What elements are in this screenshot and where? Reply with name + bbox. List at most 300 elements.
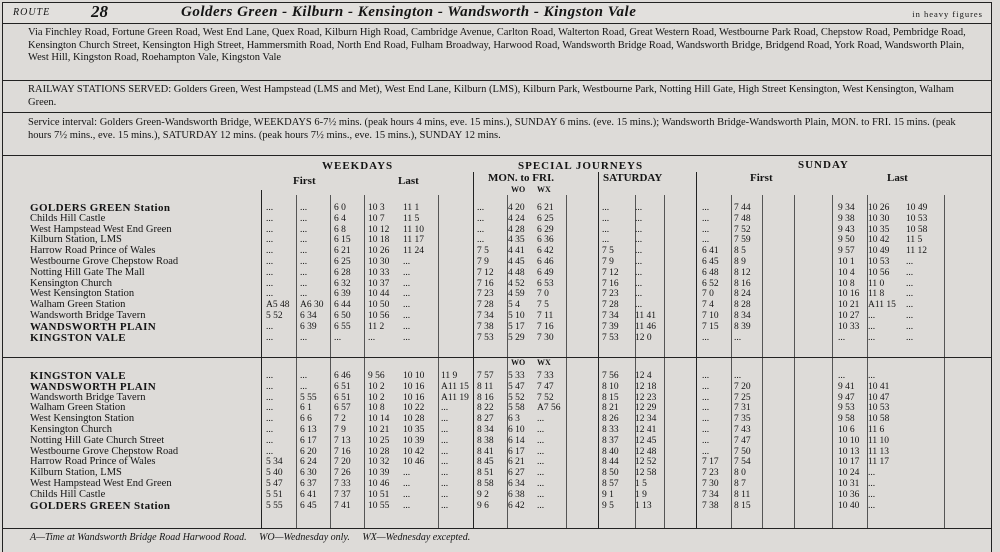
service-interval: Service interval: Golders Green-Wandsworth Bridge, WEEKDAYS 6-7½ mins. (peak hours 4 mins, eve. 15 mins.), SUNDAY 6 mins. (eve. 15 mins.); Wandsworth Bridge-Wandsworth Plain, MON. to FRI. 15 mins. (peak hours 7½ mins., eve. 15 mins.), SATURDAY 12 mins. (peak hours 7½ mins., eve. 15 mins.), SUNDAY 12 mins. (28, 117, 956, 141)
time-cell: 6 30 (300, 468, 317, 479)
stop-name: KINGSTON VALE (30, 331, 126, 344)
time-cell: 8 41 (477, 446, 494, 457)
time-cell: ... (734, 371, 742, 381)
time-cell: 5 58 (508, 403, 525, 414)
time-cell: ... (266, 424, 274, 435)
time-column (537, 371, 561, 511)
time-cell: 10 49 (868, 246, 890, 257)
divider (2, 155, 992, 156)
time-cell: 5 29 (508, 332, 525, 343)
time-cell: ... (635, 267, 643, 278)
time-cell: 8 11 (477, 381, 494, 392)
time-cell: 7 52 (734, 224, 751, 235)
route-label: ROUTE (13, 7, 51, 18)
weekdays-heading: WEEKDAYS (322, 160, 394, 172)
time-cell: ... (537, 457, 545, 468)
stop-name: Childs Hill Castle (30, 212, 106, 224)
time-cell: ... (403, 267, 411, 278)
time-cell: ... (403, 468, 411, 479)
footnotes (30, 532, 470, 543)
time-cell: 7 57 (477, 371, 494, 381)
time-cell: 5 52 (266, 310, 283, 321)
time-cell: 7 39 (602, 321, 619, 332)
time-cell: 10 39 (368, 468, 390, 479)
time-cell: ... (441, 478, 449, 489)
time-cell: ... (906, 332, 914, 343)
column-rule (664, 195, 665, 528)
time-cell: 11 12 (906, 246, 928, 257)
time-cell: 6 49 (537, 267, 554, 278)
time-cell: ... (537, 500, 545, 511)
time-column (838, 203, 859, 343)
time-cell: 10 21 (838, 300, 860, 311)
column-rule (438, 195, 439, 528)
time-cell: 10 8 (838, 278, 855, 289)
time-cell: ... (602, 235, 610, 246)
time-cell: A5 48 (266, 300, 290, 311)
stop-name: Notting Hill Gate The Mall (30, 266, 145, 278)
time-cell: 6 39 (300, 321, 317, 332)
time-cell: 7 53 (602, 332, 619, 343)
time-cell: ... (300, 371, 308, 381)
time-cell: 6 25 (334, 256, 351, 267)
time-cell: 10 28 (403, 414, 425, 425)
time-cell: 8 45 (477, 457, 494, 468)
time-cell: 10 7 (368, 213, 385, 224)
time-cell: ... (906, 310, 914, 321)
time-cell: 10 40 (838, 500, 860, 511)
time-cell: 7 10 (702, 310, 719, 321)
time-cell: 8 16 (734, 278, 751, 289)
time-cell: 9 47 (838, 392, 855, 403)
time-cell: ... (403, 500, 411, 511)
time-cell: 10 22 (403, 403, 425, 414)
time-cell: ... (702, 435, 710, 446)
time-cell: 8 28 (734, 300, 751, 311)
time-cell: 10 17 (838, 457, 860, 468)
time-cell: 7 26 (334, 468, 351, 479)
time-cell: 7 2 (334, 414, 346, 425)
time-cell: 7 33 (334, 478, 351, 489)
time-cell: ... (266, 278, 274, 289)
time-cell: ... (266, 267, 274, 278)
time-cell: 10 53 (868, 256, 890, 267)
time-cell: 8 34 (734, 310, 751, 321)
time-cell: 10 56 (868, 267, 890, 278)
time-cell: 8 7 (734, 478, 746, 489)
stop-name: Walham Green Station (30, 299, 126, 311)
time-cell: ... (334, 332, 342, 343)
time-cell: ... (266, 321, 274, 332)
time-cell: ... (368, 332, 376, 343)
time-cell: 6 6 (300, 414, 312, 425)
time-cell: 1 13 (635, 500, 652, 511)
wo-heading: WO (511, 358, 526, 367)
time-cell: 6 17 (300, 435, 317, 446)
stop-name: Kilburn Station, LMS (30, 234, 122, 246)
time-column (300, 371, 317, 511)
time-cell: ... (300, 278, 308, 289)
time-column (477, 371, 494, 511)
time-cell: ... (477, 224, 485, 235)
time-cell: 7 28 (477, 300, 494, 311)
time-cell: 7 37 (334, 489, 351, 500)
time-cell: 6 17 (508, 446, 525, 457)
time-cell: 8 16 (477, 392, 494, 403)
time-cell: 10 42 (403, 446, 425, 457)
time-cell: 6 4 (334, 213, 346, 224)
time-column (602, 203, 619, 343)
time-cell: 10 1 (838, 256, 855, 267)
time-cell: ... (537, 468, 545, 479)
time-cell: ... (403, 289, 411, 300)
stop-name: Westbourne Grove Chepstow Road (30, 256, 179, 267)
time-cell: 7 20 (734, 381, 751, 392)
time-cell: 10 18 (368, 235, 390, 246)
column-rule (261, 190, 262, 528)
time-column (477, 203, 494, 343)
time-cell: 7 41 (334, 500, 351, 511)
time-cell: 10 41 (868, 381, 890, 392)
time-cell: 6 41 (702, 246, 719, 257)
time-cell: 7 30 (537, 332, 554, 343)
time-cell: ... (635, 235, 643, 246)
time-cell: 9 34 (838, 203, 855, 213)
time-cell: 10 50 (368, 300, 390, 311)
time-cell: ... (441, 468, 449, 479)
time-column (266, 203, 290, 343)
time-column (602, 371, 619, 511)
time-cell: ... (702, 332, 710, 343)
time-cell: 7 5 (537, 300, 549, 311)
time-cell: 10 16 (403, 392, 425, 403)
sunday-first-heading: First (750, 172, 773, 184)
time-cell: 6 24 (300, 457, 317, 468)
time-cell: 10 58 (906, 224, 928, 235)
time-cell: ... (537, 435, 545, 446)
time-cell: ... (266, 371, 274, 381)
time-cell: 4 41 (508, 246, 525, 257)
time-cell: 7 20 (334, 457, 351, 468)
time-column (635, 371, 656, 511)
time-cell: ... (635, 246, 643, 257)
time-cell: 12 41 (635, 424, 657, 435)
time-cell: 4 45 (508, 256, 525, 267)
time-cell: ... (477, 203, 485, 213)
time-cell: 7 23 (477, 289, 494, 300)
time-cell: 11 17 (868, 457, 890, 468)
time-cell: ... (441, 414, 449, 425)
time-cell: 10 28 (368, 446, 390, 457)
time-cell: ... (300, 381, 308, 392)
time-cell: 10 13 (838, 446, 860, 457)
time-cell: ... (702, 213, 710, 224)
time-cell: 10 25 (368, 435, 390, 446)
time-cell: 9 6 (477, 500, 489, 511)
stop-name: West Kensington Station (30, 288, 135, 300)
time-cell: ... (300, 235, 308, 246)
time-cell: 8 39 (734, 321, 751, 332)
time-cell: 12 29 (635, 403, 657, 414)
time-cell: 7 33 (537, 371, 554, 381)
time-cell: ... (702, 403, 710, 414)
time-cell: 8 51 (477, 468, 494, 479)
time-cell: 6 39 (334, 289, 351, 300)
time-cell: 10 35 (868, 224, 890, 235)
time-column (300, 203, 324, 343)
time-cell: 9 5 (602, 500, 614, 511)
time-cell: ... (868, 489, 876, 500)
stop-name: Childs Hill Castle (30, 488, 106, 500)
time-cell: 10 37 (368, 278, 390, 289)
time-cell: 12 34 (635, 414, 657, 425)
time-cell: 11 10 (403, 224, 425, 235)
time-cell: 6 51 (334, 392, 351, 403)
footnote-wo: WO—Wednesday only. (259, 532, 350, 543)
time-cell: 7 53 (477, 332, 494, 343)
time-cell: 6 10 (508, 424, 525, 435)
time-cell: 10 42 (868, 235, 890, 246)
time-cell: ... (702, 371, 710, 381)
time-cell: 11 24 (403, 246, 425, 257)
time-cell: ... (906, 256, 914, 267)
column-rule (762, 195, 763, 528)
time-cell: 11 1 (403, 203, 420, 213)
time-cell: 7 11 (537, 310, 554, 321)
time-cell: 9 57 (838, 246, 855, 257)
time-cell: 10 21 (368, 424, 390, 435)
time-column (403, 371, 424, 511)
time-cell: 8 5 (734, 246, 746, 257)
time-cell: ... (441, 446, 449, 457)
time-cell: ... (635, 289, 643, 300)
time-cell: ... (441, 424, 449, 435)
time-cell: 8 58 (477, 478, 494, 489)
time-column (537, 203, 554, 343)
time-cell: 10 35 (403, 424, 425, 435)
column-rule (566, 195, 567, 528)
sunday-heading: SUNDAY (798, 159, 849, 171)
time-cell: 10 36 (838, 489, 860, 500)
time-cell: 7 34 (477, 310, 494, 321)
time-cell: 10 39 (403, 435, 425, 446)
stop-name: Notting Hill Gate Church Street (30, 434, 165, 446)
time-cell: 6 32 (334, 278, 351, 289)
time-cell: 7 16 (334, 446, 351, 457)
time-cell: ... (537, 414, 545, 425)
time-cell: 5 33 (508, 371, 525, 381)
time-cell: A6 30 (300, 300, 324, 311)
time-cell: 8 15 (734, 500, 751, 511)
time-cell: 10 2 (368, 392, 385, 403)
time-cell: 4 35 (508, 235, 525, 246)
footnote-a: A—Time at Wandsworth Bridge Road Harwood Road. (30, 532, 247, 543)
time-cell: ... (266, 414, 274, 425)
time-cell: 7 56 (602, 371, 619, 381)
time-cell: ... (906, 300, 914, 311)
time-cell: ... (403, 256, 411, 267)
time-cell: ... (868, 332, 876, 343)
time-cell: ... (441, 489, 449, 500)
time-cell: 8 10 (602, 381, 619, 392)
time-column (508, 203, 525, 343)
time-cell: A11 15 (441, 381, 469, 392)
time-cell: ... (537, 446, 545, 457)
time-cell: ... (906, 267, 914, 278)
time-cell: ... (868, 468, 876, 479)
time-cell: 4 48 (508, 267, 525, 278)
time-cell: 10 6 (838, 424, 855, 435)
time-column (403, 203, 424, 343)
time-cell: ... (537, 478, 545, 489)
time-cell: 6 38 (508, 489, 525, 500)
time-cell: 6 41 (300, 489, 317, 500)
time-cell: 6 53 (537, 278, 554, 289)
time-cell: 10 51 (368, 489, 390, 500)
time-cell: ... (403, 321, 411, 332)
time-cell: 10 10 (403, 371, 425, 381)
time-cell: 6 50 (334, 310, 351, 321)
time-cell: ... (838, 332, 846, 343)
stop-name: West Hampstead West End Green (30, 478, 172, 489)
time-cell: 7 23 (602, 289, 619, 300)
time-cell: 6 42 (537, 246, 554, 257)
time-cell: ... (537, 489, 545, 500)
stop-name: Kensington Church (30, 424, 112, 435)
time-cell: 4 52 (508, 278, 525, 289)
time-cell: 8 9 (734, 256, 746, 267)
time-cell: 10 30 (368, 256, 390, 267)
time-cell: 6 29 (537, 224, 554, 235)
time-cell: 7 9 (477, 256, 489, 267)
time-column (441, 371, 469, 511)
time-cell: ... (266, 203, 274, 213)
time-cell: 10 31 (838, 478, 860, 489)
time-cell: ... (300, 267, 308, 278)
time-cell: 6 46 (334, 371, 351, 381)
time-cell: ... (300, 246, 308, 257)
time-cell: 10 47 (868, 392, 890, 403)
time-cell: ... (441, 403, 449, 414)
time-cell: 12 45 (635, 435, 657, 446)
time-cell: 11 5 (906, 235, 923, 246)
time-cell: 9 41 (838, 381, 855, 392)
time-cell: 10 46 (403, 457, 425, 468)
time-cell: 10 16 (403, 381, 425, 392)
time-cell: 10 26 (368, 246, 390, 257)
time-cell: 6 48 (702, 267, 719, 278)
time-cell: 10 2 (368, 381, 385, 392)
time-cell: 7 54 (734, 457, 751, 468)
time-cell: ... (602, 213, 610, 224)
time-cell: 7 47 (734, 435, 751, 446)
time-column (734, 371, 751, 511)
time-cell: 6 27 (508, 468, 525, 479)
stop-name: Wandsworth Bridge Tavern (30, 310, 146, 321)
stop-name: Walham Green Station (30, 402, 126, 414)
column-rule (696, 172, 697, 528)
time-cell: 10 8 (368, 403, 385, 414)
monfri-heading: MON. to FRI. (488, 172, 554, 184)
time-cell: 6 44 (334, 300, 351, 311)
time-cell: 8 50 (602, 468, 619, 479)
time-cell: ... (403, 300, 411, 311)
time-cell: 10 27 (838, 310, 860, 321)
time-cell: 6 0 (334, 203, 346, 213)
time-cell: 8 15 (602, 392, 619, 403)
stop-name: WANDSWORTH PLAIN (30, 320, 157, 333)
time-cell: 7 0 (702, 289, 714, 300)
time-cell: 7 59 (734, 235, 751, 246)
time-cell: 6 1 (300, 403, 312, 414)
time-cell: 7 0 (537, 289, 549, 300)
time-cell: 5 47 (266, 478, 283, 489)
time-cell: 7 5 (477, 246, 489, 257)
column-rule (731, 195, 732, 528)
time-cell: 10 12 (368, 224, 390, 235)
time-cell: 6 14 (508, 435, 525, 446)
time-cell: 11 13 (868, 446, 890, 457)
time-cell: 8 26 (602, 414, 619, 425)
column-rule (598, 172, 599, 528)
route-title: Golders Green - Kilburn - Kensington - Wandsworth - Kingston Vale (181, 4, 637, 20)
time-cell: 7 4 (702, 300, 714, 311)
weekdays-last-heading: Last (398, 175, 419, 187)
time-cell: 7 12 (602, 267, 619, 278)
stop-name: Westbourne Grove Chepstow Road (30, 445, 179, 457)
time-cell: 6 21 (334, 246, 351, 257)
time-cell: 7 43 (734, 424, 751, 435)
time-cell: 7 31 (734, 403, 751, 414)
time-cell: 10 4 (838, 267, 855, 278)
time-cell: ... (906, 321, 914, 332)
time-cell: 6 8 (334, 224, 346, 235)
time-cell: 5 55 (266, 500, 283, 511)
time-cell: 5 52 (508, 392, 525, 403)
time-cell: 7 30 (702, 478, 719, 489)
time-column (334, 371, 351, 511)
time-cell: 8 27 (477, 414, 494, 425)
wo-heading: WO (511, 185, 526, 194)
time-cell: ... (266, 235, 274, 246)
time-column (702, 203, 719, 343)
time-cell: 8 11 (734, 489, 751, 500)
time-cell: ... (403, 278, 411, 289)
time-cell: 10 3 (368, 203, 385, 213)
time-cell: 6 15 (334, 235, 351, 246)
time-cell: ... (300, 203, 308, 213)
divider (2, 112, 992, 113)
time-cell: 7 16 (537, 321, 554, 332)
time-cell: 10 30 (868, 213, 890, 224)
time-cell: 7 50 (734, 446, 751, 457)
time-cell: 6 46 (537, 256, 554, 267)
time-cell: 5 10 (508, 310, 525, 321)
time-cell: 8 24 (734, 289, 751, 300)
time-cell: ... (266, 224, 274, 235)
time-cell: A7 56 (537, 403, 561, 414)
time-cell: ... (702, 446, 710, 457)
time-cell: ... (635, 300, 643, 311)
time-cell: 11 2 (368, 321, 385, 332)
time-cell: 6 25 (537, 213, 554, 224)
column-rule (794, 195, 795, 528)
time-cell: 7 44 (734, 203, 751, 213)
stop-name: West Hampstead West End Green (30, 223, 172, 235)
time-column (868, 371, 889, 511)
stop-name: Kilburn Station, LMS (30, 467, 122, 479)
time-cell: 8 38 (477, 435, 494, 446)
